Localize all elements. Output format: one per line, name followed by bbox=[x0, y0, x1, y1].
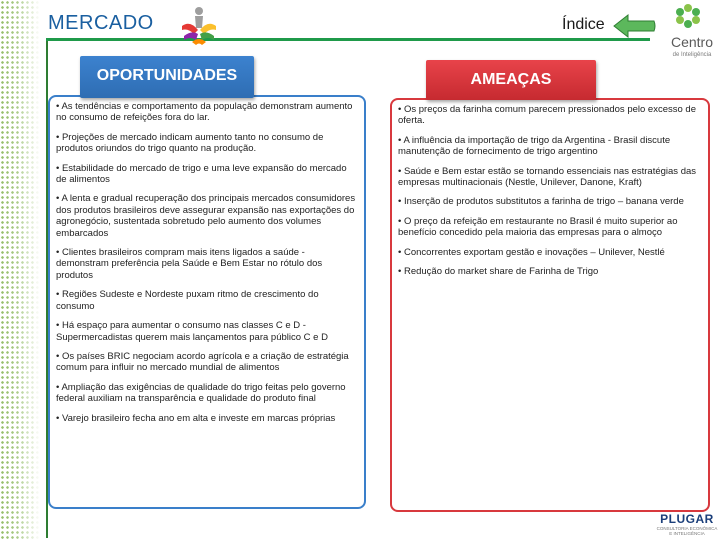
bullet-item: • O preço da refeição em restaurante no Brasil é muito superior ao benefício concedido pela maioria das empresas para o almoço bbox=[398, 216, 700, 239]
bullet-item: • Varejo brasileiro fecha ano em alta e investe em marcas próprias bbox=[56, 413, 356, 424]
bullet-item: • Estabilidade do mercado de trigo e uma leve expansão do mercado de alimentos bbox=[56, 163, 356, 186]
bullet-item: • Regiões Sudeste e Nordeste puxam ritmo de crescimento do consumo bbox=[56, 289, 356, 312]
page-title: MERCADO bbox=[48, 12, 154, 34]
threats-heading: AMEAÇAS bbox=[426, 60, 596, 100]
logo-wordmark: Centro bbox=[670, 34, 714, 50]
bullet-item: • Os preços da farinha comum parecem pressionados pelo excesso de oferta. bbox=[398, 104, 700, 127]
bullet-item: • Inserção de produtos substitutos a farinha de trigo – banana verde bbox=[398, 196, 700, 207]
bullet-item: • Concorrentes exportam gestão e inovações – Unilever, Nestlé bbox=[398, 247, 700, 258]
opportunities-panel bbox=[48, 95, 366, 509]
bullet-item: • A influência da importação de trigo da Argentina - Brasil discute manutenção de fornecimento de trigo argentino bbox=[398, 135, 700, 158]
bullet-item: • Há espaço para aumentar o consumo nas classes C e D - Supermercadistas querem mais lançamentos para público C e D bbox=[56, 320, 356, 343]
plugar-tagline: CONSULTORIA ECONÔMICA E INTELIGÊNCIA bbox=[656, 526, 718, 536]
bullet-item: • Clientes brasileiros compram mais itens ligados a saúde - demonstram preferência pela Saúde e Bem Estar no rótulo dos produtos bbox=[56, 247, 356, 281]
bullet-item: • Saúde e Bem estar estão se tornando essenciais nas estratégias das empresas multinacionais (Nestle, Unilever, Danone, Kraft) bbox=[398, 166, 700, 189]
header-green-rule bbox=[46, 38, 650, 41]
bullet-item: • A lenta e gradual recuperação dos principais mercados consumidores dos produtos brasileiros deve assegurar expansão nas exportações do agronegócio, sustentada sobretudo pelo aumento dos volumes embarcados bbox=[56, 193, 356, 239]
index-link[interactable]: Índice bbox=[562, 16, 605, 33]
opportunities-heading: OPORTUNIDADES bbox=[80, 56, 254, 98]
back-arrow-icon[interactable] bbox=[612, 12, 658, 40]
logo-subtitle: de Inteligência bbox=[672, 52, 712, 58]
opportunities-list bbox=[56, 101, 356, 424]
bullet-item: • Redução do market share de Farinha de Trigo bbox=[398, 266, 700, 277]
bullet-item: • Projeções de mercado indicam aumento tanto no consumo de produtos oriundos do trigo quanto na produção. bbox=[56, 132, 356, 155]
threats-panel bbox=[390, 98, 710, 512]
threats-list bbox=[398, 104, 700, 277]
plugar-logo: PLUGAR bbox=[660, 512, 714, 526]
dotted-pattern-fade bbox=[0, 0, 40, 540]
bullet-item: • Ampliação das exigências de qualidade do trigo feitas pelo governo federal auxiliam na transparência e qualidade do produto final bbox=[56, 382, 356, 405]
bullet-item: • Os países BRIC negociam acordo agrícola e a criação de estratégia comum para influir no mercado mundial de alimentos bbox=[56, 351, 356, 374]
bullet-item: • As tendências e comportamento da população demonstram aumento no consumo de refeições fora do lar. bbox=[56, 101, 356, 124]
people-circle-icon bbox=[178, 4, 220, 46]
